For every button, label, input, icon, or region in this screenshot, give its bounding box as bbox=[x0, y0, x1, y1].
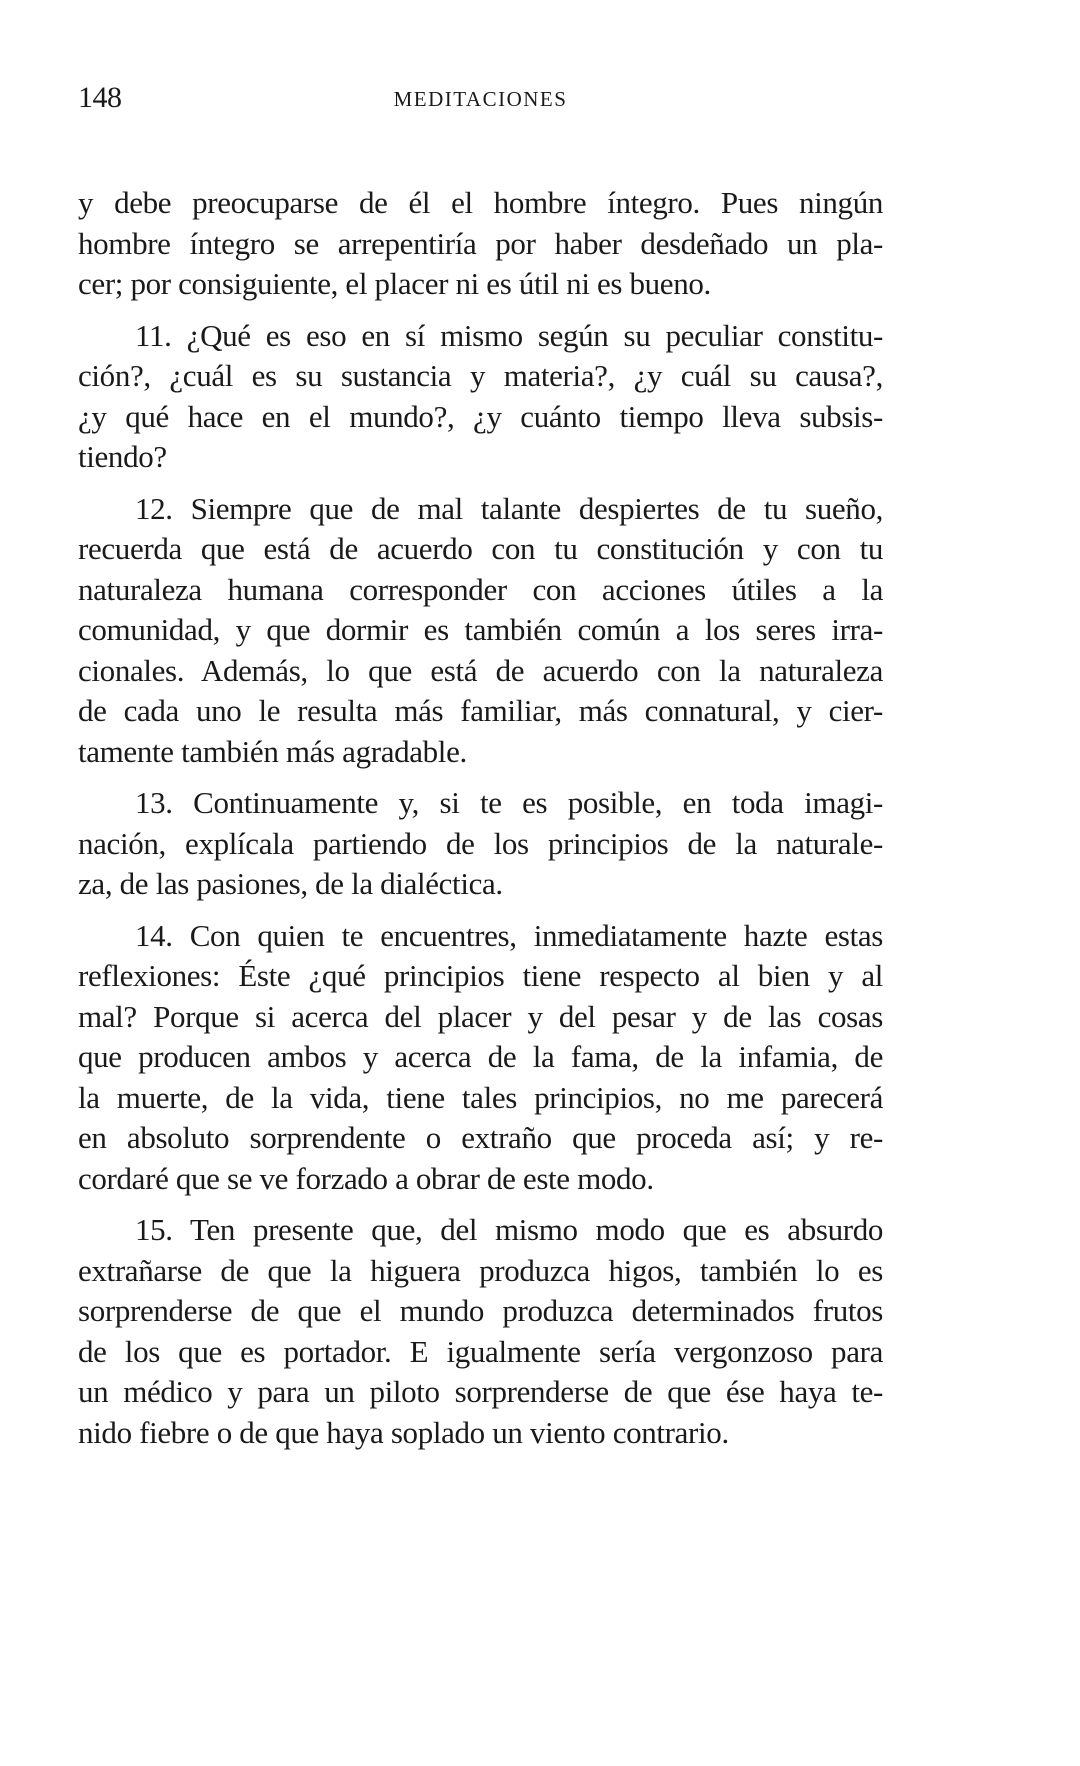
text-line: reflexiones: Éste ¿qué principios tiene respecto al bien y al bbox=[78, 958, 883, 993]
text-line: hombre íntegro se arrepentiría por haber desdeñado un pla- bbox=[78, 225, 883, 261]
text-line: nación, explícala partiendo de los principios de la naturale- bbox=[78, 825, 883, 861]
paragraph-14 bbox=[78, 916, 883, 1200]
text-line: en absoluto sorprendente o extraño que proceda así; y re- bbox=[78, 1120, 883, 1155]
text-line: de los que es portador. E igualmente sería vergonzoso para bbox=[78, 1333, 883, 1369]
paragraph-continuation bbox=[78, 183, 883, 305]
text-line: sorprenderse de que el mundo produzca determinados frutos bbox=[78, 1293, 883, 1328]
text-line: za, de las pasiones, de la dialéctica. bbox=[78, 866, 503, 901]
text-line: 11. ¿Qué es eso en sí mismo según su peculiar constitu- bbox=[135, 317, 883, 353]
text-line: un médico y para un piloto sorprenderse de que ése haya te- bbox=[78, 1374, 883, 1409]
text-line: recuerda que está de acuerdo con tu constitución y con tu bbox=[78, 531, 883, 566]
text-line: tiendo? bbox=[78, 439, 167, 474]
text-line: comunidad, y que dormir es también común a los seres irra- bbox=[78, 612, 883, 647]
text-line: y debe preocuparse de él el hombre íntegro. Pues ningún bbox=[78, 185, 883, 220]
running-head bbox=[78, 78, 883, 118]
paragraph-11 bbox=[78, 316, 883, 478]
page-number: 148 bbox=[78, 81, 122, 114]
text-line: naturaleza humana corresponder con acciones útiles a la bbox=[78, 571, 883, 607]
paragraph-13 bbox=[78, 783, 883, 905]
text-line: ¿y qué hace en el mundo?, ¿y cuánto tiempo lleva subsis- bbox=[78, 398, 883, 434]
text-line: cionales. Además, lo que está de acuerdo con la naturaleza bbox=[78, 652, 883, 688]
text-line: cordaré que se ve forzado a obrar de este modo. bbox=[78, 1160, 654, 1196]
body-text bbox=[78, 183, 883, 1464]
text-line: 15. Ten presente que, del mismo modo que es absurdo bbox=[135, 1212, 883, 1247]
text-line: ción?, ¿cuál es su sustancia y materia?, ¿y cuál su causa?, bbox=[78, 358, 883, 393]
running-title: MEDITACIONES bbox=[393, 87, 568, 111]
text-line: 13. Continuamente y, si te es posible, en toda imagi- bbox=[135, 785, 883, 820]
text-line: cer; por consiguiente, el placer ni es útil ni es bueno. bbox=[78, 266, 711, 301]
text-line: 12. Siempre que de mal talante despiertes de tu sueño, bbox=[135, 490, 883, 526]
text-line: mal? Porque si acerca del placer y del pesar y de las cosas bbox=[78, 998, 883, 1034]
text-line: de cada uno le resulta más familiar, más connatural, y cier- bbox=[78, 693, 883, 728]
text-line: extrañarse de que la higuera produzca higos, también lo es bbox=[78, 1252, 883, 1288]
text-line: 14. Con quien te encuentres, inmediatamente hazte estas bbox=[135, 917, 883, 953]
text-line: que producen ambos y acerca de la fama, de la infamia, de bbox=[78, 1039, 883, 1074]
text-line: la muerte, de la vida, tiene tales principios, no me parecerá bbox=[78, 1079, 883, 1115]
text-line: nido fiebre o de que haya soplado un viento contrario. bbox=[78, 1414, 729, 1450]
text-line: tamente también más agradable. bbox=[78, 733, 467, 769]
paragraph-12 bbox=[78, 489, 883, 773]
paragraph-15 bbox=[78, 1210, 883, 1453]
